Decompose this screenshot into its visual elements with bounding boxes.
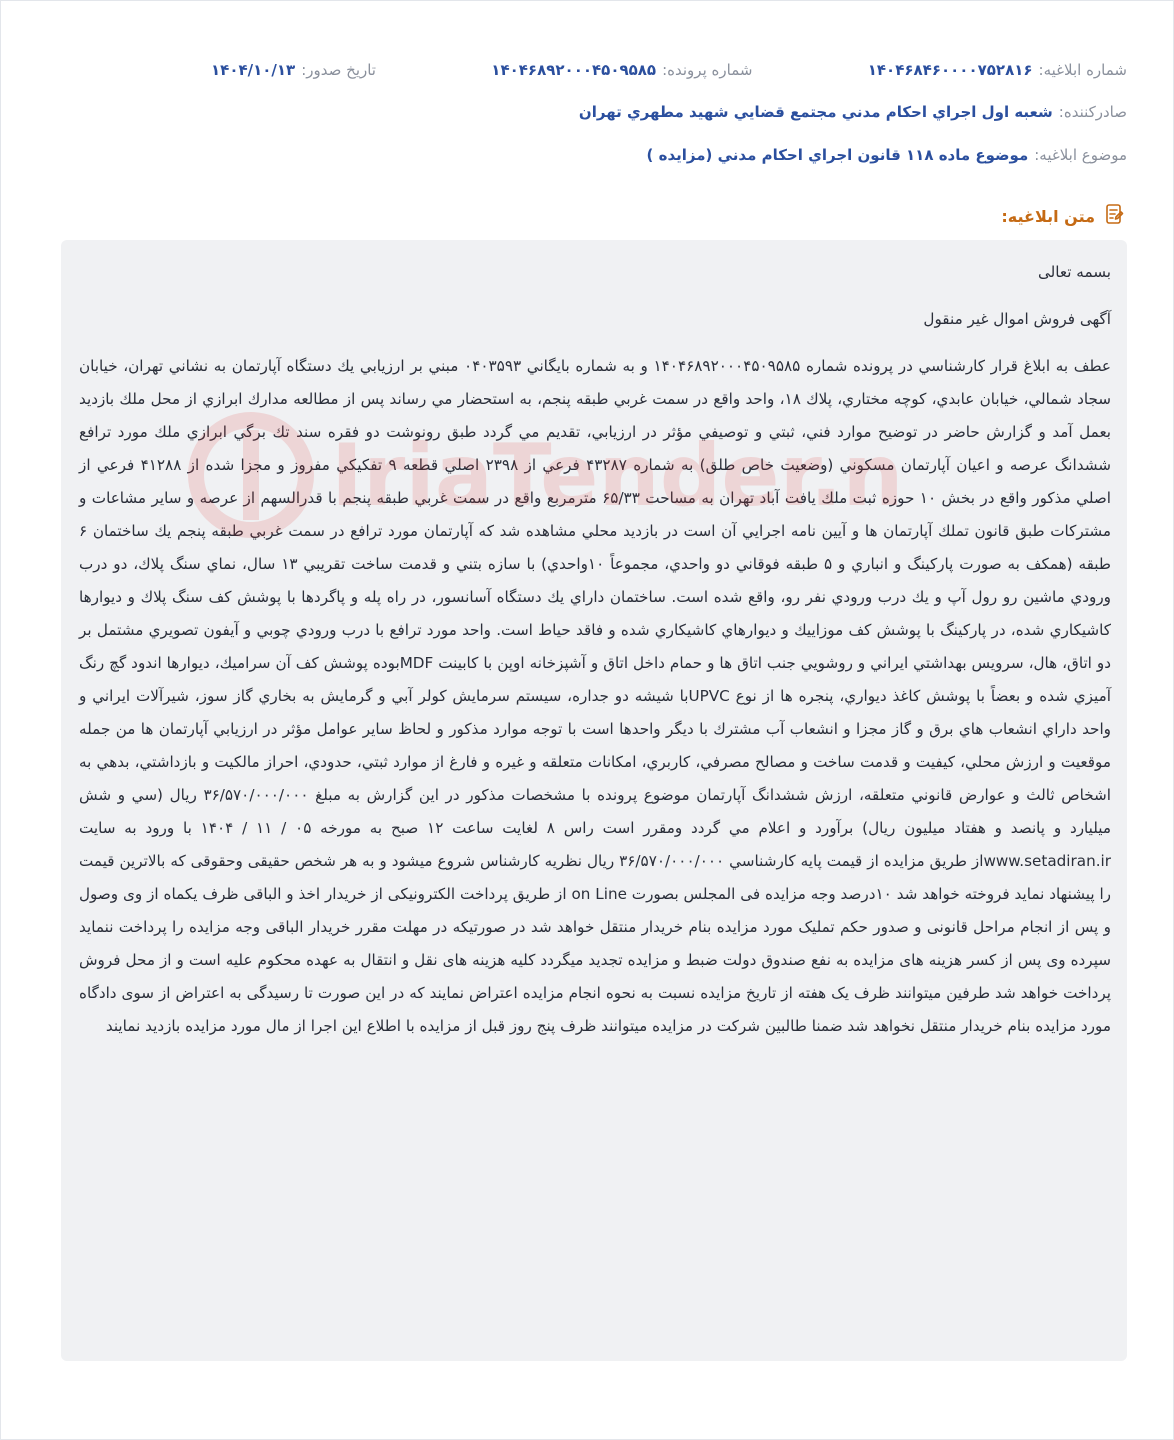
notice-heading: آگهی فروش اموال غیر منقول [923, 310, 1111, 328]
meta-row-numbers [61, 56, 1127, 84]
issue-date-value: ۱۴۰۴/۱۰/۱۳ [211, 61, 296, 79]
notice-text-heading [1001, 201, 1127, 231]
notice-main-text: عطف به ابلاغ قرار كارشناسي در پرونده شماره ۱۴۰۴۶۸۹۲۰۰۰۴۵۰۹۵۸۵ و به شماره بايگاني ۰۴۰۳۵۹۳ مبني بر ارزيابي يك دستگاه آپارتمان به نشاني تهران، خيابان سجاد شمالي، خيابان عابدي، كوچه مختاري، پلاك ۱۸، واحد واقع در سمت غربي طبقه پنجم، به استحضار مي رساند پس از مطالعه مدارك ابرازي از محل ملك بازديد بعمل آمد و گزارش حاضر در توضيح موارد فني، ثبتي و توصيفي مؤثر در ارزيابي، تقديم مي گردد طبق رونوشت دو فقره سند تك برگي ابرازي ملك مورد ترافع ششدانگ عرصه و اعيان آپارتمان مسكوني (وضعيت خاص طلق) به شماره ۴۳۲۸۷ فرعي از ۲۳۹۸ اصلي قطعه ۹ تفكيكي مفروز و مجزا شده از ۴۱۲۸۸ فرعي از اصلي مذكور واقع در بخش ۱۰ حوزه ثبت ملك يافت آباد تهران به مساحت ۶۵/۳۳ مترمربع واقع در سمت غربي طبقه پنجم با قدرالسهم از عرصه و ساير مشاعات و مشتركات طبق قانون تملك آپارتمان ها و آيين نامه اجرايي آن است در بازديد محلي مشاهده شد كه آپارتمان مورد ترافع در سمت غربي طبقه پنجم يك ساختمان ۶ طبقه (همكف به صورت پاركينگ و انباري و ۵ طبقه فوقاني دو واحدي، مجموعاً ۱۰واحدي) با سازه بتني و قدمت ساخت تقريبي ۱۳ سال، نماي سنگ پلاك، دو درب ورودي ماشين رو رول آپ و يك درب ورودي نفر رو، واقع شده است. ساختمان داراي يك دستگاه آسانسور، در راه پله و پاگردها با پوشش كف سنگ پلاك و ديوارها كاشيكاري شده، در پاركينگ با پوشش كف موزاييك و ديوارهاي كاشيكاري شده و فاقد حياط است. واحد مورد ترافع با درب ورودي چوبي و آيفون تصويري مشتمل بر دو اتاق، هال، سرويس بهداشتي ايراني و روشويي جنب اتاق ها و حمام داخل اتاق و آشپزخانه اوپن با كابينت MDFبوده پوشش كف آن سراميك، ديوارها اندود گچ رنگ آميزي شده و بعضاً با پوشش كاغذ ديواري، پنجره ها از نوع UPVCبا شيشه دو جداره، سيستم سرمايش كولر آبي و گرمايش به بخاري گاز سوز، شيرآلات ايراني و واحد داراي انشعاب هاي برق و گاز مجزا و انشعاب آب مشترك با ديگر واحدها است با توجه موارد مذكور و لحاظ ساير عوامل مؤثر در ارزيابي آپارتمان ها من جمله موقعيت و ارزش محلي، كيفيت و قدمت ساخت و مصالح مصرفي، كاربري، امكانات متعلقه و غيره و فارغ از موارد ثبتي، حدودي، احراز مالكيت و بازداشتي، بدهي به اشخاص ثالث و عوارض قانوني متعلقه، ارزش ششدانگ آپارتمان موضوع پرونده با مشخصات مذكور در اين گزارش به مبلغ ۳۶/۵۷۰/۰۰۰/۰۰۰ ريال (سي و شش ميليارد و پانصد و هفتاد ميليون ريال) برآورد و اعلام مي گردد ومقرر است راس ۸ لغایت ساعت ۱۲ صبح به مورخه ۰۵ / ۱۱ / ۱۴۰۴ با ورود به سایت www.setadiran.irاز طريق مزايده از قيمت پايه كارشناسي ۳۶/۵۷۰/۰۰۰/۰۰۰ ريال نظریه کارشناس شروع میشود و به هر شخص حقیقی وحقوقی که بالاترین قیمت را پیشنهاد نماید فروخته خواهد شد ۱۰درصد وجه مزایده فی المجلس بصورت on Line از طريق پرداخت الکترونیکی از خریدار اخذ و الباقی ظرف یکماه از وی وصول و پس از انجام مراحل قانونی و صدور حکم تملیک مورد مزایده بنام خریدار منتقل خواهد شد در صورتیکه در مهلت مقرر خریدار الباقی وجه مزایده را پرداخت ننماید سپرده وی پس از کسر هزینه های مزایده به نفع صندوق دولت ضبط و مزایده تجدید میگردد کلیه هزینه های نقل و انتقال به عهده محکوم علیه است و از محل فروش پرداخت خواهد شد طرفین میتوانند ظرف یک هفته از تاریخ مزایده نسبت به نحوه انجام مزایده اعتراض نمایند که در این صورت تا رسیدگی به اعتراض از سوی دادگاه مورد مزایده بنام خریدار منتقل نخواهد شد ضمنا طالبین شرکت در مزایده میتوانند ظرف پنج روز قبل از مزایده با اطلاع این اجرا از مال مورد مزایده بازدید نمایند [79, 357, 1112, 1035]
issuer-value: شعبه اول اجراي احكام مدني مجتمع قضايي شهيد مطهري تهران [578, 103, 1053, 121]
case-number-label: شماره پرونده: [662, 61, 753, 79]
issue-date-label: تاریخ صدور: [301, 61, 376, 79]
notice-number-value: ۱۴۰۴۶۸۴۶۰۰۰۰۷۵۲۸۱۶ [867, 61, 1033, 79]
subject-value: موضوع ماده ۱۱۸ قانون اجراي احكام مدني (مزايده ) [646, 146, 1029, 164]
notice-number [868, 61, 1127, 79]
issuer-label: صادرکننده: [1058, 103, 1127, 121]
issue-date [211, 61, 376, 79]
meta-row-issuer [61, 98, 1127, 126]
notice-number-label: شماره ابلاغیه: [1038, 61, 1127, 79]
notice-text-title: متن ابلاغیه: [1001, 206, 1095, 226]
subject-label: موضوع ابلاغیه: [1034, 146, 1127, 164]
case-number [491, 61, 752, 79]
meta-row-subject [61, 141, 1127, 169]
notice-greeting: بسمه تعالی [1038, 263, 1111, 281]
case-number-value: ۱۴۰۴۶۸۹۲۰۰۰۴۵۰۹۵۸۵ [491, 61, 657, 79]
notice-body [61, 240, 1127, 1361]
svg-text:IriaTender.net: IriaTender.n [331, 426, 901, 526]
document-edit-icon [1095, 202, 1127, 230]
